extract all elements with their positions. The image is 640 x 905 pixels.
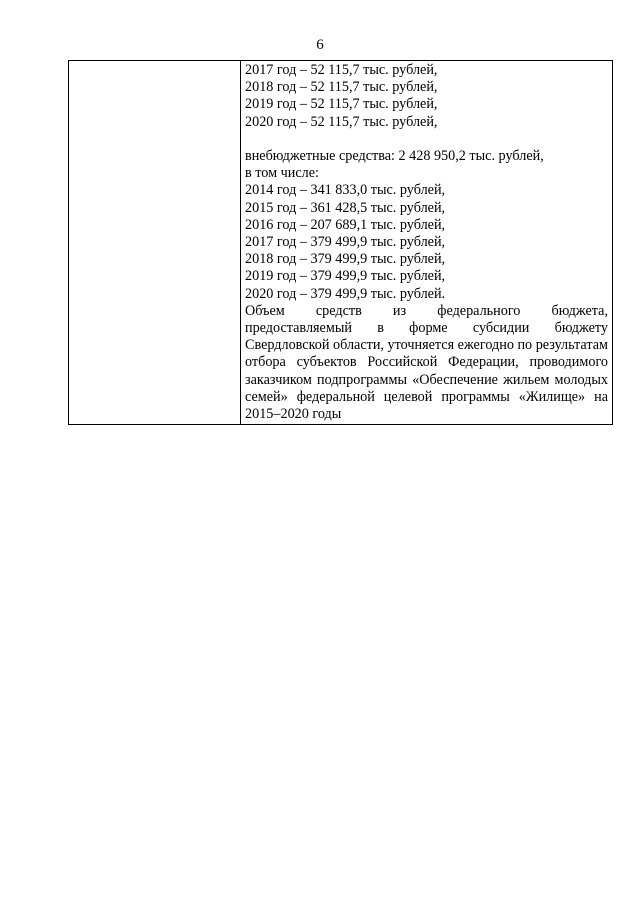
extrabudget-line-2020: 2020 год – 379 499,9 тыс. рублей. <box>245 285 446 302</box>
table-cell-content <box>241 61 613 425</box>
extrabudget-line-2014: 2014 год – 341 833,0 тыс. рублей, <box>245 182 446 199</box>
federal-budget-note: Объем средств из федерального бюджета, предоставляемый в форме субсидии бюджету Свердловской области, уточняется ежегодно по результатам отбора субъектов Российской Федерации, проводимого заказчиком подпрограммы «Обеспечение жильем молодых семей» федеральной целевой программы «Жилище» на 2015–2020 годы <box>245 302 608 423</box>
extrabudget-line-2018: 2018 год – 379 499,9 тыс. рублей, <box>245 251 446 268</box>
extrabudget-line-2016: 2016 год – 207 689,1 тыс. рублей, <box>245 216 446 233</box>
funding-table <box>68 60 613 425</box>
budget-line-2018: 2018 год – 52 115,7 тыс. рублей, <box>245 79 438 96</box>
extrabudget-heading: внебюджетные средства: 2 428 950,2 тыс. рублей, <box>245 148 544 164</box>
paragraph-spacer <box>245 131 608 148</box>
budget-line-2019: 2019 год – 52 115,7 тыс. рублей, <box>245 96 438 113</box>
extrabudget-line-2019: 2019 год – 379 499,9 тыс. рублей, <box>245 268 446 285</box>
budget-line-2017: 2017 год – 52 115,7 тыс. рублей, <box>245 62 438 78</box>
page-number: 6 <box>316 37 324 53</box>
including-label: в том числе: <box>245 165 319 182</box>
extrabudget-line-2017: 2017 год – 379 499,9 тыс. рублей, <box>245 234 446 251</box>
budget-line-2020: 2020 год – 52 115,7 тыс. рублей, <box>245 113 438 130</box>
table-row <box>69 61 613 425</box>
table-cell-label <box>69 61 241 425</box>
extrabudget-line-2015: 2015 год – 361 428,5 тыс. рублей, <box>245 199 446 216</box>
